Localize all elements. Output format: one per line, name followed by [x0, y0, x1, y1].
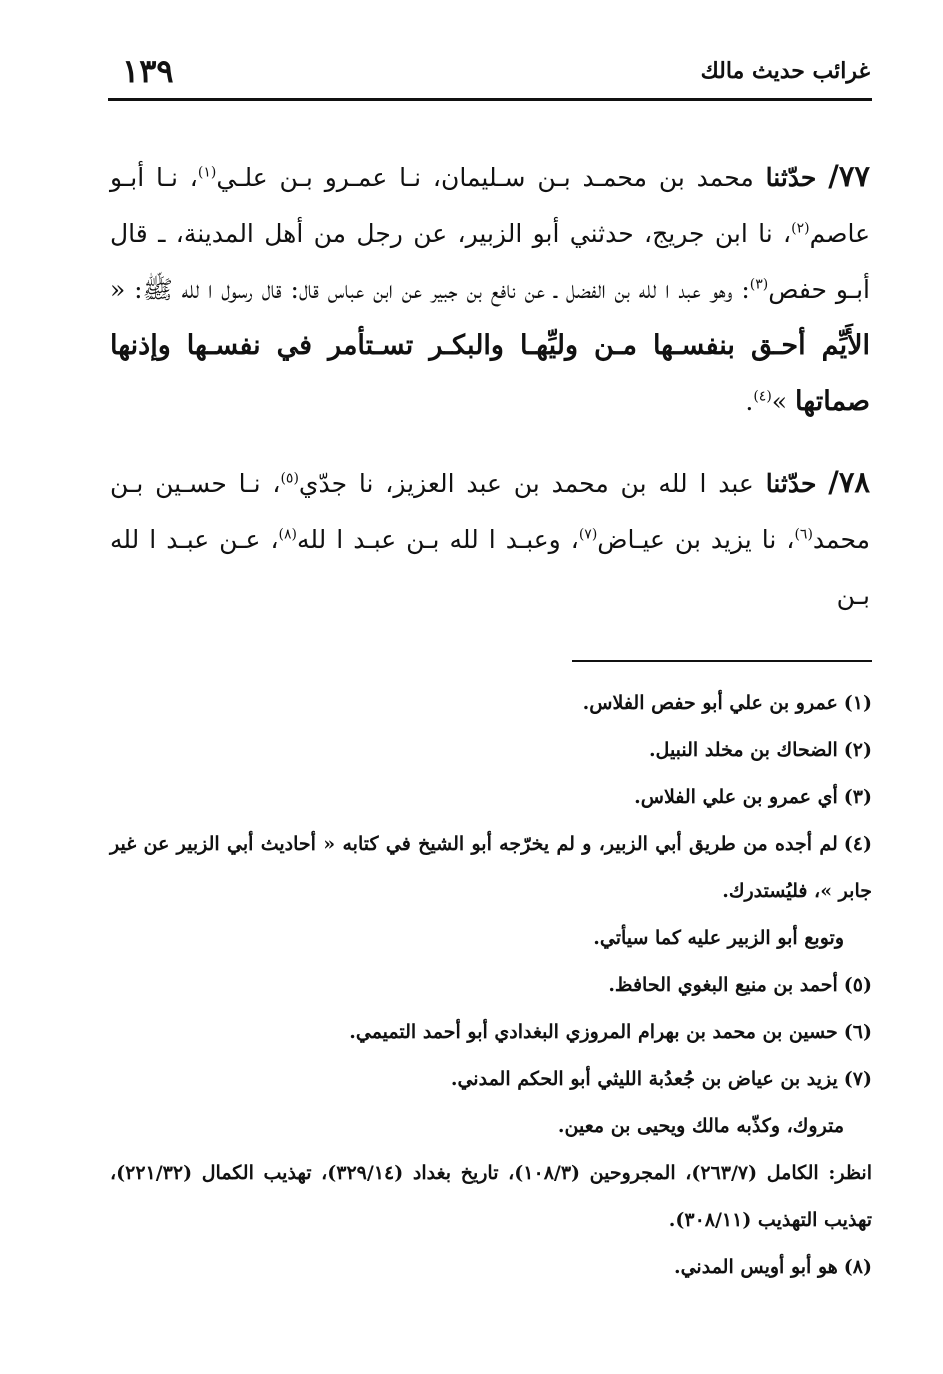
- footnote-label: (٢): [843, 739, 872, 761]
- hadith-text: ، نا يزيد بن عيـاض: [597, 525, 795, 554]
- book-title: غرائب حديث مالك: [700, 58, 870, 84]
- footnote-text: وتوبع أبو الزبير عليه كما سيأتي.: [593, 927, 844, 949]
- footnote-text: لم أجده من طريق أبي الزبير، و لم يخرّجه أبو الشيخ في كتابه « أحاديث أبي الزبير عن غير جابر »، فليُستدرك.: [110, 833, 872, 902]
- footnote-label: (٨): [843, 1256, 872, 1278]
- footnote-ref[interactable]: (٢): [791, 220, 810, 237]
- footnote-text: أي عمرو بن علي الفلاس.: [634, 786, 838, 808]
- hadith-opening: حدّثنا: [765, 163, 817, 192]
- footnote-ref[interactable]: (١): [197, 164, 217, 181]
- footnote-text: الضحاك بن مخلد النبيل.: [648, 739, 838, 761]
- hadith-78: [110, 454, 870, 624]
- footnote: [110, 821, 872, 915]
- footnote-text: عمرو بن علي أبو حفص الفلاس.: [582, 692, 838, 714]
- footnote: [110, 680, 872, 727]
- footnote-text: هو أبو أويس المدني.: [673, 1256, 838, 1278]
- footnote-label: (١): [843, 692, 872, 714]
- footnote: [110, 1244, 872, 1291]
- footnote: [110, 1056, 872, 1103]
- footnote-label: (٥): [843, 974, 872, 996]
- footnote-continuation: [110, 1103, 872, 1150]
- running-header: [108, 52, 870, 100]
- footnote: [110, 727, 872, 774]
- hadith-matn: الأَيِّم أحـق بنفسـها مـن وليِّهـا والبكـر تسـتأمر في نفسـها وإذنها صماتها: [110, 330, 870, 417]
- hadith-text: »: [771, 387, 788, 416]
- footnote-text: انظر: الكامل (٢٦٣/٧)، المجروحين (١٠٨/٣)، تاريخ بغداد (٣٢٩/١٤)، تهذيب الكمال (٢٢١/٣٢)، تهذيب التهذيب (٣٠٨/١١).: [110, 1162, 872, 1231]
- main-text: [110, 148, 870, 648]
- footnote-label: (٤): [843, 833, 872, 855]
- footnote-label: (٦): [843, 1021, 872, 1043]
- footnote: [110, 1009, 872, 1056]
- hadith-text: ، عـن عبـد ا لله بـن: [110, 525, 870, 610]
- hadith-text: ، نـا أبـو عاصم: [110, 163, 870, 248]
- hadith-text: ، نا ابن جريج، حدثني أبو الزبير، عن رجل من أهل المدينة، ـ قال أبـو حفص: [110, 219, 870, 304]
- footnote-divider: [572, 660, 872, 662]
- footnote-ref[interactable]: (٣): [749, 276, 769, 293]
- footnotes: [110, 680, 872, 1291]
- hadith-text: عبد ا لله بن محمد بن عبد العزيز، نا جدّي: [298, 469, 754, 498]
- hadith-text: ، وعبـد ا لله بـن عبـد ا لله: [297, 525, 579, 554]
- footnote-ref[interactable]: (٧): [578, 526, 598, 543]
- hadith-number: ٧٨/: [828, 465, 870, 499]
- footnote-ref[interactable]: (٥): [280, 470, 299, 487]
- footnote-text: متروك، وكذّبه مالك ويحيى بن معين.: [557, 1115, 844, 1137]
- footnote-ref[interactable]: (٤): [753, 388, 772, 405]
- footnote-text: أحمد بن منيع البغوي الحافظ.: [608, 974, 838, 996]
- footnote-ref[interactable]: (٨): [278, 526, 297, 543]
- footnote: [110, 962, 872, 1009]
- hadith-text: ، نـا حسـين بـن محمد: [110, 469, 871, 554]
- footnote: [110, 774, 872, 821]
- footnote-text: حسين بن محمد بن بهرام المروزي البغدادي أبو أحمد التميمي.: [349, 1021, 838, 1043]
- hadith-opening: حدّثنا: [765, 469, 817, 498]
- hadith-text: .: [745, 387, 754, 416]
- hadith-77: [110, 148, 870, 430]
- footnote-text: يزيد بن عياض بن جُعدُبة الليثي أبو الحكم المدني.: [450, 1068, 838, 1090]
- footnote-references: [110, 1150, 872, 1244]
- hadith-text: محمد بن محمـد بـن سـليمان، نـا عمـرو بـن علـي: [216, 163, 754, 192]
- hadith-number: ٧٧/: [828, 159, 870, 193]
- header-divider: [108, 98, 872, 101]
- footnote-label: (٣): [843, 786, 872, 808]
- page-number: ١٣٩: [122, 52, 174, 90]
- hadith-text: : وهو عبد ا لله بن الفضل ـ عن نافع بن جبير عن ابن عباس قال: قال رسول ا لله ﷺ: «: [110, 275, 750, 304]
- footnote-continuation: [110, 915, 872, 962]
- footnote-ref[interactable]: (٦): [794, 526, 813, 543]
- footnote-label: (٧): [843, 1068, 872, 1090]
